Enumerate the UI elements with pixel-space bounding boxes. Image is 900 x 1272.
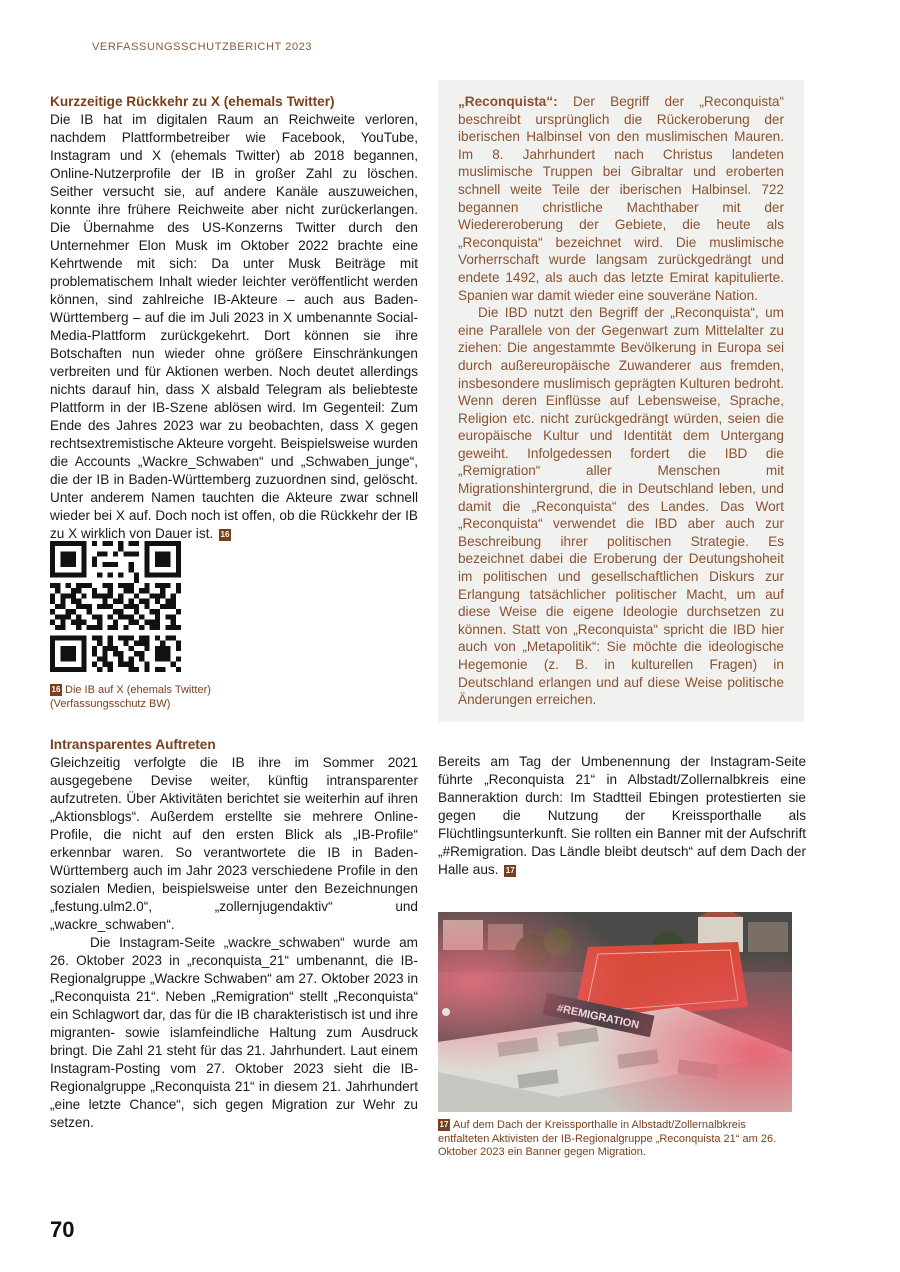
paragraph: Die Instagram-Seite „wackre_schwaben“ wurde am 26. Oktober 2023 in „reconquista_21“ umbenannt, die IB-Regionalgruppe „Wackre Schwaben“ am 27. Oktober 2023 in „Reconquista 21“. Neben „Remigration“ stellt „Reconquista“ ein Schlagwort dar, das für die IB charakteristisch ist und ihre migranten- sowie islamfeindliche Haltung zum Ausdruck bringt. Die Zahl 21 steht für das 21. Jahrhundert. Laut einem Instagram-Posting vom 27. Oktober 2023 sieht die IB-Regionalgruppe „Reconquista 21“ in diesem 21. Jahrhundert „eine letzte Chance“, sich gegen Migration zur Wehr zu setzen. — [50, 935, 418, 1130]
paragraph: Gleichzeitig verfolgte die IB ihre im Sommer 2021 ausgegebene Devise weiter, künftig intransparenter aufzutreten. Über Aktivitäten berichtet sie weiterhin auf ihren „Aktionsblogs“. Außerdem erstellte sie mehrere Online-Profile, die nicht auf den ersten Blick als „IB-Profile“ erkennbar waren. So verantwortete die IB in Baden-Württemberg auch im Jahr 2023 verschiedene Profile in den sozialen Medien, beispielsweise unter den Bezeichnungen „festung.ulm2.0“, „zollernjugendaktiv“ und „wackre_schwaben“. — [50, 755, 418, 932]
rooftop-banner-photo — [438, 912, 792, 1112]
section-intransparent — [50, 736, 418, 1132]
section-x-return — [50, 93, 418, 543]
paragraph — [438, 753, 806, 879]
definition-term: „Reconquista“: — [458, 94, 558, 109]
figure-ref-marker: 17 — [505, 866, 515, 875]
running-header: VERFASSUNGSSCHUTZBERICHT 2023 — [92, 41, 313, 53]
definition-paragraph — [458, 93, 784, 304]
section-heading: Intransparentes Auftreten — [50, 737, 216, 752]
figure-17-caption — [438, 1119, 793, 1160]
section-heading: Kurzzeitige Rückkehr zu X (ehemals Twitter) — [50, 94, 335, 109]
figure-number-badge: 17 — [439, 1120, 449, 1129]
section-body — [50, 111, 418, 543]
page-number: 70 — [50, 1217, 75, 1242]
body-text: Bereits am Tag der Umbenennung der Instagram-Seite führte „Reconquista 21“ in Albstadt/Zollernalbkreis eine Banneraktion durch: Im Stadtteil Ebingen protestierten sie gegen die Nutzung der Kreissporthalle als Flüchtlingsunterkunft. Sie rollten ein Banner mit der Aufschrift „#Remigration. Das Ländle bleibt deutsch“ auf dem Dach der Halle aus. — [438, 754, 806, 877]
caption-text: Auf dem Dach der Kreissporthalle in Albstadt/Zollernalbkreis entfalteten Aktivisten der IB-Regionalgruppe „Reconquista 21“ am 26. Oktober 2023 ein Banner gegen Migration. — [438, 1119, 777, 1158]
figure-number-badge: 16 — [51, 685, 61, 694]
figure-ref-marker: 16 — [220, 530, 230, 539]
body-text: Die IB hat im digitalen Raum an Reichweite verloren, nachdem Plattformbetreiber wie Facebook, YouTube, Instagram und X (ehemals Twitter) ab 2018 begannen, Online-Nutzerprofile der IB in großer Zahl zu löschen. Seither versucht sie, auf andere Kanäle auszuweichen, konnte ihre frühere Reichweite aber nicht zurückerlangen. Die Übernahme des US-Konzerns Twitter durch den Unternehmer Elon Musk im Oktober 2022 brachte eine Kehrtwende mit sich: Da unter Musk Beiträge mit problematischem Inhalt wieder leichter veröffentlicht werden können, sind zahlreiche IB-Akteure – auch aus Baden-Württemberg – auf die im Juli 2023 in X umbenannte Social-Media-Plattform zurückgekehrt. Dort können sie ihre Botschaften nun wieder ohne größere Einschränkungen verbreiten und für Aktionen werben. Noch deutet allerdings nichts darauf hin, dass X alsbald Telegram als beliebteste Plattform in der IB-Szene ablösen wird. Im Gegenteil: Zum Ende des Jahres 2023 war zu beobachten, dass X gegen rechtsextremistische Akteure vorgeht. Beispielsweise wurden die Accounts „Wackre_Schwaben“ und „Schwaben_junge“, die der IB in Baden-Württemberg zuzuordnen sind, gelöscht. Unter anderem Namen tauchten die Akteure zwar schnell wieder bei X auf. Doch noch ist offen, ob die Rückkehr der IB zu X wirklich von Dauer ist. — [50, 112, 418, 541]
definition-paragraph-2: Die IBD nutzt den Begriff der „Reconquista“, um eine Parallele von der Gegenwart zum Mittelalter zu ziehen: Die angestammte Bevölkerung in Europa sei durch außereuropäische Zuwanderer aus fremden, insbesondere muslimisch geprägten Kulturen bedroht. Wenn deren Einflüsse auf Lebensweise, Sprache, Religion etc. nicht zurückgedrängt würden, seien die europäische Kultur und Identität dem Untergang geweiht. Infolgedessen fordert die IBD die „Remigration“ aller Menschen mit Migrationshintergrund, die in Deutschland leben, und damit die „Reconquista“ des Landes. Das Wort „Reconquista“ verwendet die IBD aber auch zur Beschreibung ihrer politischen Strategie. Es bezeichnet dabei die Eroberung der Deutungshoheit im politischen und gesellschaftlichen Diskurs zur Erlangung tatsächlicher politischer Macht, um auf diese Weise die eigene Ideologie durchsetzen zu können. Statt von „Reconquista“ spricht die IBD hier auch von „Metapolitik“: Sie möchte die ideologische Hegemonie (z. B. in kulturellen Fragen) in Deutschland erlangen und auf diese Weise politische Änderungen erreichen. — [458, 305, 784, 708]
section-banner-action — [438, 753, 806, 879]
figure-16-caption — [50, 684, 290, 711]
definition-box — [438, 80, 804, 722]
definition-text: Der Begriff der „Reconquista“ beschreibt ursprünglich die Rückeroberung der iberischen Halbinsel von den muslimischen Mauren. Im 8. Jahrhundert nach Christus landeten muslimische Truppen bei Gibraltar und eroberten schnell weite Teile der iberischen Halbinsel. 722 begannen christliche Machthaber mit der Wiedereroberung der Gebiete, die heute als „Reconquista“ bezeichnet wird. Die muslimische Vorherrschaft wurde langsam zurückgedrängt und endete 1492, als auch das letzte Emirat kapitulierte. Spanien war damit wieder eine souveräne Nation. — [458, 94, 784, 303]
qr-code — [50, 541, 181, 672]
caption-text: Die IB auf X (ehemals Twitter) (Verfassungsschutz BW) — [50, 684, 211, 710]
